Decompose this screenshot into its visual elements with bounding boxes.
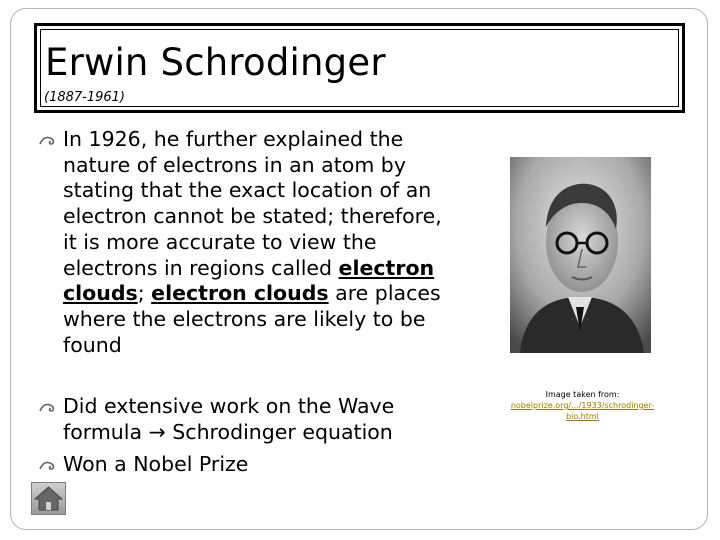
image-caption (500, 389, 665, 422)
portrait-photo (510, 157, 651, 353)
home-button[interactable] (31, 482, 66, 515)
term-electron-clouds: electron clouds (151, 281, 329, 306)
source-link[interactable]: nobelprize.org/.../1933/schrodinger-bio.html (510, 401, 655, 421)
caption-label: Image taken from: (545, 390, 620, 399)
bullet-item: In 1926, he further explained the nature of electrons in an atom by stating that the exact location of an electron cannot be stated; therefore, it is more accurate to view the electrons in regions called electron clouds; electron clouds are places where the electrons are likely to be found (63, 127, 458, 358)
bullet-item: Won a Nobel Prize (63, 452, 458, 478)
bullet-swirl-icon (39, 460, 57, 472)
bullet-swirl-icon (39, 135, 57, 147)
bullet-swirl-icon (39, 402, 57, 414)
term-electron-clouds: electron clouds (63, 255, 435, 306)
slide-title: Erwin Schrodinger (45, 41, 386, 84)
home-icon (32, 483, 65, 514)
bullet-item: Did extensive work on the Wave formula → Schrodinger equation (63, 394, 458, 445)
slide-subtitle: (1887-1961) (44, 90, 126, 105)
arrow-icon: → (148, 419, 166, 444)
